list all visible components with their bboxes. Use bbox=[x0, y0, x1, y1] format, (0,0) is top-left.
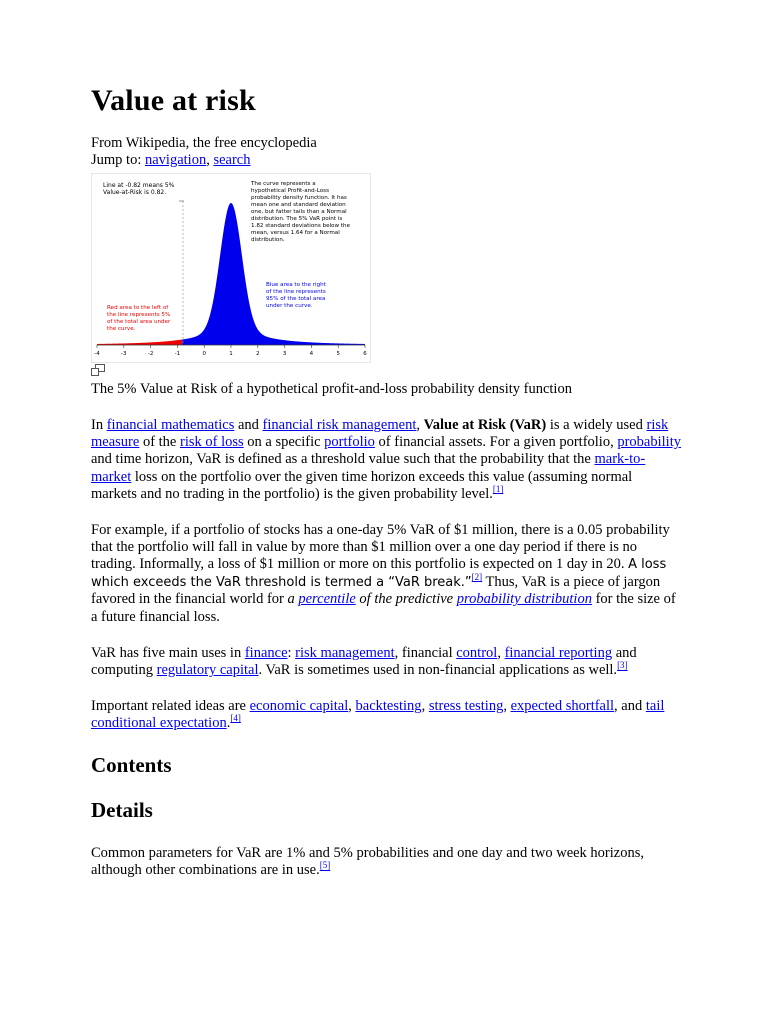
note-right-line-8: mean, versus 1.64 for a Normal bbox=[251, 229, 340, 236]
link-financial-risk-management[interactable]: financial risk management bbox=[262, 416, 417, 433]
jump-to-line bbox=[91, 152, 681, 169]
link-control[interactable]: control bbox=[456, 644, 498, 661]
text: . bbox=[226, 715, 231, 732]
x-tick-label: 0 bbox=[202, 350, 206, 357]
x-tick-label: 1 bbox=[229, 350, 233, 357]
x-tick-label: 6 bbox=[363, 350, 367, 357]
site-subtitle: From Wikipedia, the free encyclopedia bbox=[91, 134, 317, 151]
note-right-line-9: distribution. bbox=[251, 236, 285, 243]
text: , and bbox=[614, 697, 646, 714]
note-right-line-1: The curve represents a bbox=[251, 180, 316, 187]
text: . VaR is sometimes used in non-financial applications as well. bbox=[258, 662, 618, 679]
link-tail-conditional-expectation[interactable]: tail conditional expectation bbox=[91, 697, 665, 732]
link-backtesting[interactable]: backtesting bbox=[355, 697, 422, 714]
text: and computing bbox=[91, 644, 637, 679]
text: VaR has five main uses in bbox=[91, 644, 245, 661]
jump-to-label: Jump to: bbox=[91, 151, 145, 168]
bold-term: Value at Risk (VaR) bbox=[423, 416, 547, 433]
text: , financial bbox=[394, 644, 457, 661]
link-risk-of-loss[interactable]: risk of loss bbox=[179, 433, 244, 450]
ref-1-link[interactable]: [1] bbox=[492, 484, 504, 495]
link-probability-distribution[interactable]: probability distribution bbox=[456, 591, 592, 608]
link-percentile[interactable]: percentile bbox=[298, 591, 356, 608]
page-title: Value at risk bbox=[91, 84, 256, 117]
x-tick-label: -3 bbox=[121, 350, 127, 357]
note-blue-line-1: Blue area to the right bbox=[266, 281, 326, 288]
uses-paragraph bbox=[91, 645, 681, 680]
note-blue-line-3: 95% of the total area bbox=[266, 295, 326, 302]
intro-paragraph bbox=[91, 417, 681, 504]
note-right-line-5: one, but fatter tails than a Normal bbox=[251, 208, 347, 215]
link-stress-testing[interactable]: stress testing bbox=[428, 697, 504, 714]
text: of the bbox=[139, 433, 180, 450]
note-right-line-3: probability density function. It has bbox=[251, 194, 347, 201]
note-red-line-1: Red area to the left of bbox=[107, 304, 169, 311]
details-heading: Details bbox=[91, 797, 153, 822]
note-right-line-6: distribution. The 5% VaR point is bbox=[251, 215, 343, 222]
search-link[interactable]: search bbox=[213, 151, 251, 168]
article-body bbox=[91, 84, 681, 880]
contents-heading: Contents bbox=[91, 752, 172, 777]
note-left bbox=[103, 182, 176, 196]
x-tick-label: 5 bbox=[336, 350, 340, 357]
text: Important related ideas are bbox=[91, 697, 250, 714]
x-tick-label: 2 bbox=[256, 350, 260, 357]
jump-separator: , bbox=[206, 151, 214, 168]
text: loss on the portfolio over the given time horizon exceeds this value (assuming normal markets and no trading in the portfolio) is the given probability level. bbox=[91, 468, 633, 503]
text: is a widely used bbox=[546, 416, 647, 433]
note-red-line-4: the curve. bbox=[107, 325, 136, 332]
details-paragraph bbox=[91, 845, 681, 880]
text: and time horizon, VaR is defined as a threshold value such that the probability that the bbox=[91, 451, 595, 468]
text: , bbox=[497, 644, 505, 661]
note-right-line-4: mean one and standard deviation bbox=[251, 201, 346, 208]
text: of financial assets. For a given portfolio, bbox=[374, 433, 618, 450]
link-economic-capital[interactable]: economic capital bbox=[249, 697, 349, 714]
note-left-line-1: Line at -0.82 means 5% bbox=[103, 181, 175, 189]
note-blue-line-4: under the curve. bbox=[266, 302, 313, 309]
x-tick-label: -1 bbox=[174, 350, 181, 357]
text: , bbox=[421, 697, 429, 714]
link-financial-reporting[interactable]: financial reporting bbox=[504, 644, 613, 661]
link-risk-measure[interactable]: risk measure bbox=[91, 416, 669, 450]
italic-text: of the predictive bbox=[355, 591, 457, 608]
text: Thus, VaR is a piece of jargon favored in the financial world for bbox=[91, 573, 661, 608]
related-ideas-paragraph bbox=[91, 698, 681, 733]
text: on a specific bbox=[243, 433, 325, 450]
x-tick-label: 3 bbox=[282, 350, 287, 357]
note-right-line-7: 1.82 standard deviations below the bbox=[251, 222, 351, 229]
text: , bbox=[416, 416, 424, 433]
italic-text: a bbox=[287, 591, 299, 608]
text: Common parameters for VaR are 1% and 5% probabilities and one day and two week horizons, although other combinations are in use. bbox=[91, 844, 644, 879]
ref-2-link[interactable]: [2] bbox=[471, 571, 483, 582]
text: for the size of a future financial loss. bbox=[91, 591, 676, 625]
text: , bbox=[503, 697, 511, 714]
link-regulatory-capital[interactable]: regulatory capital bbox=[156, 662, 259, 679]
text: In bbox=[91, 416, 107, 433]
example-paragraph bbox=[91, 522, 681, 626]
note-red-line-2: the line represents 5% bbox=[107, 311, 171, 318]
note-red-line-3: of the total area under bbox=[107, 318, 171, 325]
link-portfolio[interactable]: portfolio bbox=[324, 433, 375, 450]
link-financial-mathematics[interactable]: financial mathematics bbox=[106, 416, 235, 433]
text: , bbox=[348, 697, 356, 714]
ref-5-link[interactable]: [5] bbox=[319, 860, 331, 871]
ref-3-link[interactable]: [3] bbox=[617, 660, 628, 671]
magnify-clip-icon[interactable] bbox=[91, 364, 105, 376]
note-blue-line-2: of the line represents bbox=[266, 288, 326, 295]
note-left-line-2: Value-at-Risk is 0.82. bbox=[103, 188, 167, 196]
figure-caption: The 5% Value at Risk of a hypothetical profit-and-loss probability density function bbox=[91, 380, 572, 397]
navigation-link[interactable]: navigation bbox=[144, 151, 207, 168]
var-break-sentence: A loss which exceeds the VaR threshold is termed a “VaR break.” bbox=[91, 557, 667, 590]
note-right-line-2: hypothetical Profit-and-Loss bbox=[251, 187, 330, 194]
text: : bbox=[287, 644, 296, 661]
link-probability[interactable]: probability bbox=[617, 433, 681, 450]
ref-4-link[interactable]: [4] bbox=[230, 713, 241, 724]
text: and bbox=[234, 416, 263, 433]
text: For example, if a portfolio of stocks has a one-day 5% VaR of $1 million, there is a 0.05 probability that the portfolio will fall in value by more than $1 million over a one day period if there is no trading. Informally, a loss of $1 million or more on this portfolio is expected on 1 day in 20. bbox=[91, 521, 670, 573]
link-risk-management[interactable]: risk management bbox=[295, 644, 395, 661]
link-mark-to-market[interactable]: mark-to-market bbox=[91, 451, 646, 485]
var-figure[interactable] bbox=[91, 173, 371, 363]
x-tick-label: 4 bbox=[309, 350, 314, 357]
x-tick-label: -4 bbox=[94, 350, 100, 357]
link-expected-shortfall[interactable]: expected shortfall bbox=[510, 697, 615, 714]
link-finance[interactable]: finance bbox=[244, 644, 288, 661]
x-tick-label: -2 bbox=[147, 350, 154, 357]
